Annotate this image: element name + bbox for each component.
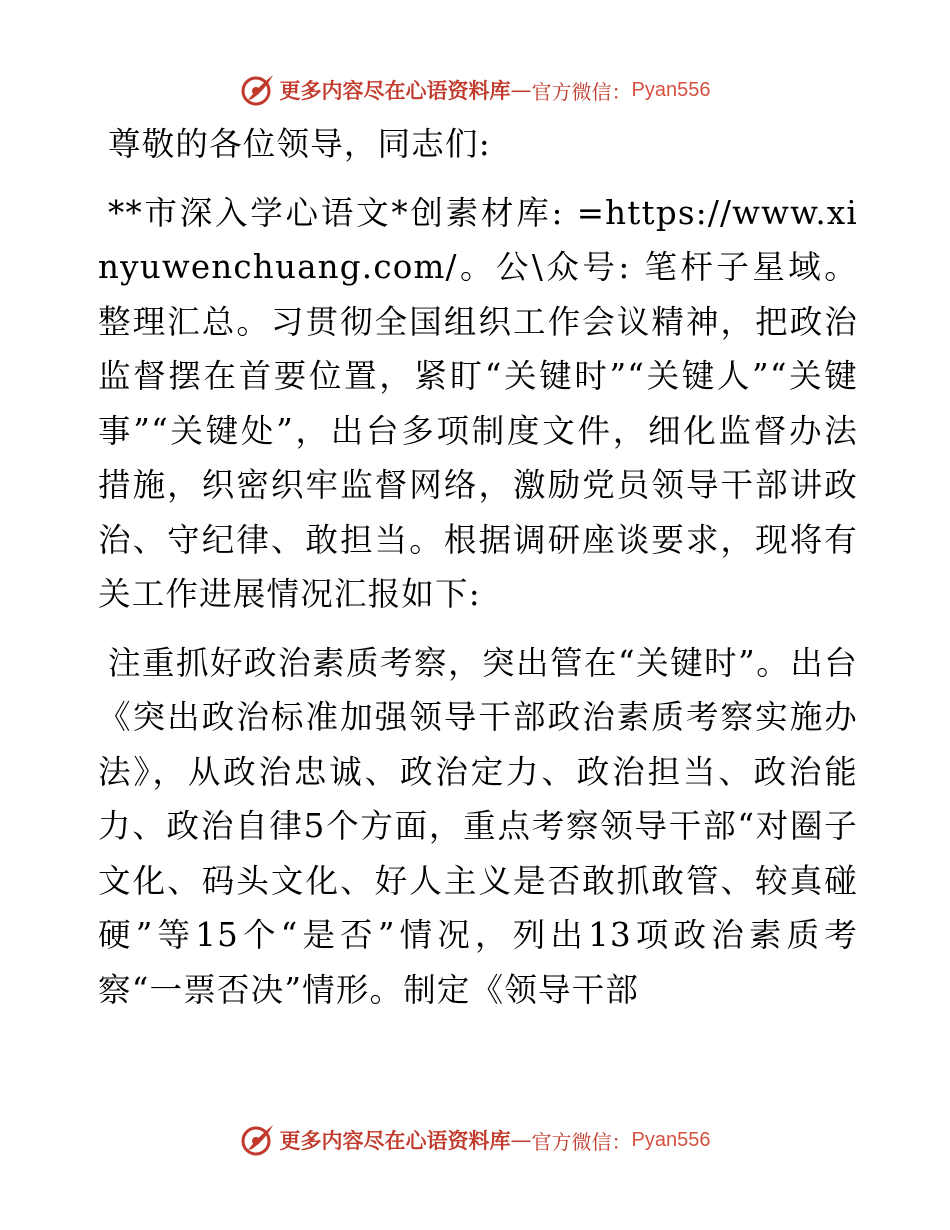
banner-wechat-id: Pyan556 bbox=[631, 1128, 711, 1151]
greeting: 尊敬的各位领导，同志们: bbox=[108, 125, 491, 163]
footer-banner bbox=[0, 1120, 950, 1160]
banner-dash: — bbox=[510, 78, 532, 102]
header-banner bbox=[0, 70, 950, 110]
banner-wechat-label: 官方微信： bbox=[531, 79, 632, 104]
banner-wechat-id: Pyan556 bbox=[631, 78, 711, 101]
document-body bbox=[98, 117, 858, 1031]
quill-circle-logo-icon bbox=[240, 72, 276, 108]
banner-dash: — bbox=[510, 1128, 532, 1152]
paragraph-political-review: 注重抓好政治素质考察，突出管在“关键时”。出台《突出政治标准加强领导干部政治素质考察实施办法》，从政治忠诚、政治定力、政治担当、政治能力、政治自律5个方面，重点考察领导干部“对圈子文化、码头文化、好人主义是否敢抓敢管、较真碰硬”等15个“是否”情况，列出13项政治素质考察“一票否决”情形。制定《领导干部 bbox=[98, 643, 858, 1009]
quill-circle-logo-icon bbox=[240, 1122, 276, 1158]
paragraph-intro: **市深入学心语文*创素材库: =https://www.xinyuwenchuang.com/。公\众号: 笔杆子星域。整理汇总。习贯彻全国组织工作会议精神，把政治监督摆在首要位置，紧盯“关键时”“关键人”“关键事”“关键处”，出台多项制度文件，细化监督办法措施，织密织牢监督网络，激励党员领导干部讲政治、守纪律、敢担当。根据调研座谈要求，现将有关工作进展情况汇报如下: bbox=[98, 193, 858, 613]
banner-main-text: 更多内容尽在心语资料库 bbox=[279, 78, 511, 103]
banner-wechat-label: 官方微信： bbox=[531, 1129, 632, 1154]
banner-main-text: 更多内容尽在心语资料库 bbox=[279, 1128, 511, 1153]
